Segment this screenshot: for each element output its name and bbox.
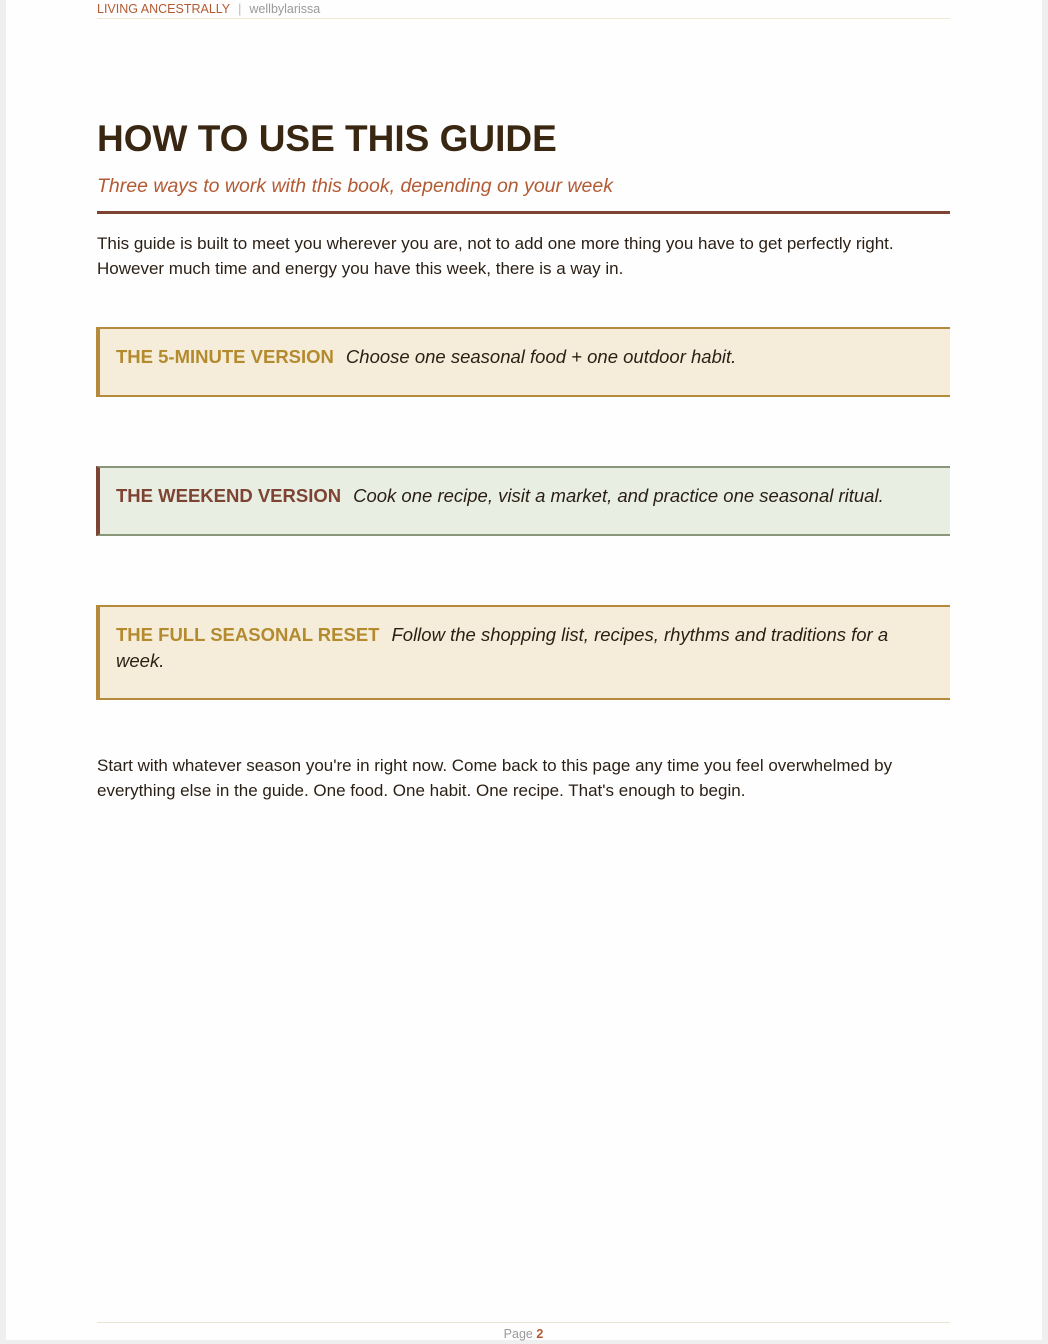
callout-weekend-version	[96, 466, 950, 536]
callout-5-minute-version	[96, 327, 950, 397]
callout-label: THE WEEKEND VERSION	[116, 485, 342, 506]
page-number: 2	[536, 1327, 544, 1341]
callout-text: Cook one recipe, visit a market, and practice one seasonal ritual.	[353, 485, 884, 506]
header-separator: |	[238, 2, 242, 16]
page-subtitle: Three ways to work with this book, depending on your week	[97, 175, 613, 197]
callout-full-seasonal-reset	[96, 605, 950, 700]
page-title: HOW TO USE THIS GUIDE	[97, 118, 557, 159]
header-brand: LIVING ANCESTRALLY	[97, 2, 231, 16]
page-footer	[97, 1327, 950, 1342]
intro-paragraph: This guide is built to meet you wherever you are, not to add one more thing you have to get perfectly right. However much time and energy you have this week, there is a way in.	[97, 234, 894, 278]
closing-paragraph: Start with whatever season you're in right now. Come back to this page any time you feel overwhelmed by everything else in the guide. One food. One habit. One recipe. That's enough to begin.	[97, 756, 893, 800]
header-site: wellbylarissa	[249, 2, 321, 16]
page-label: Page	[503, 1327, 533, 1341]
callout-text: Choose one seasonal food + one outdoor habit.	[345, 346, 737, 367]
title-divider	[97, 211, 950, 214]
document-page	[6, 0, 1042, 1340]
callout-label: THE 5-MINUTE VERSION	[116, 346, 334, 367]
footer-divider	[97, 1322, 950, 1323]
running-header	[97, 2, 950, 19]
callout-label: THE FULL SEASONAL RESET	[116, 624, 380, 645]
callout-text: Follow the shopping list, recipes, rhythms and traditions for a week.	[116, 624, 889, 671]
